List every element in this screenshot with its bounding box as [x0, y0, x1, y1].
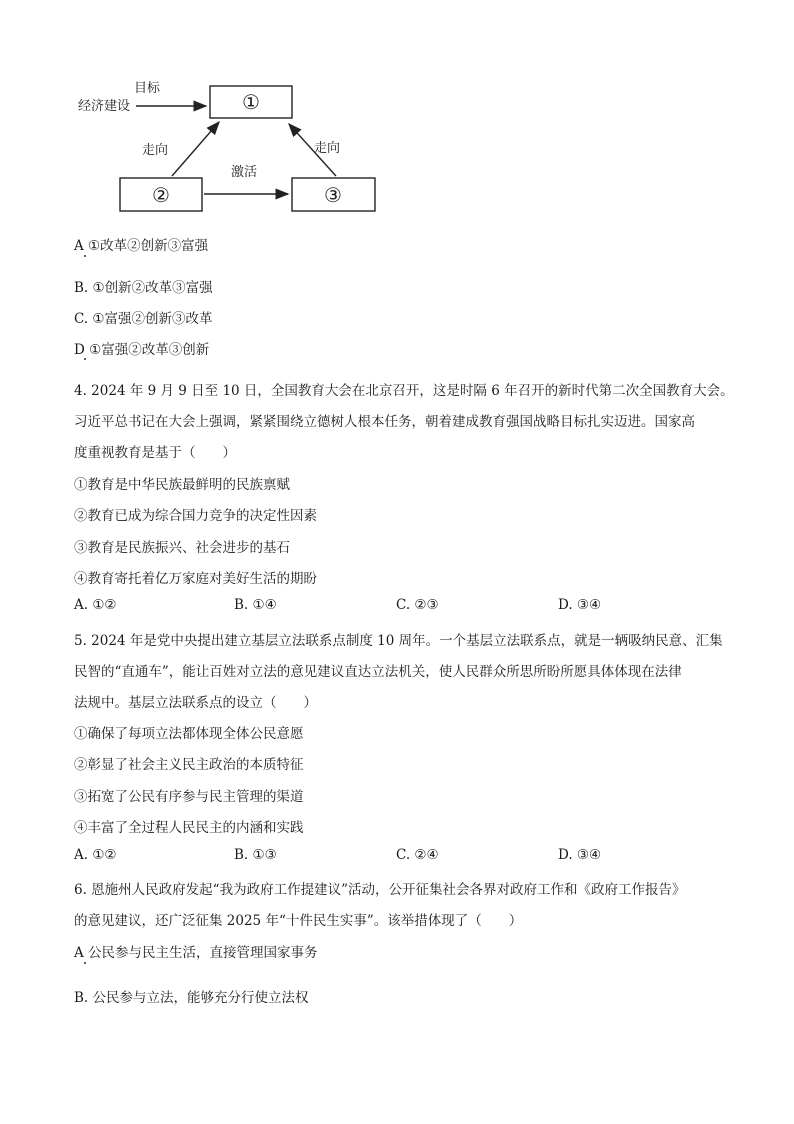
arrow-2-to-1 — [172, 122, 219, 176]
q4-choice-a: A. ①② — [74, 597, 117, 613]
q6-stem-line-2: 的意见建议，还广泛征集 2025 年“十件民生实事”。该举措体现了（ ） — [74, 913, 523, 929]
q5-stem-line-2: 民智的“直通车”，能让百姓对立法的意见建议直达立法机关，使人民群众所思所盼所愿具体体现在法律 — [74, 664, 682, 680]
target-label: 目标 — [134, 81, 161, 96]
q4-stem-line-2: 习近平总书记在大会上强调，紧紧围绕立德树人根本任务，朝着建成教育强国战略目标扎实迈进。国家高 — [74, 414, 695, 430]
left-arrow-label: 走向 — [142, 143, 169, 158]
option-dot — [84, 255, 86, 257]
q4-stem-line-3: 度重视教育是基于（ ） — [74, 445, 236, 461]
diagram-svg — [74, 72, 384, 222]
economic-construction-label: 经济建设 — [78, 99, 131, 114]
q3-option-d — [74, 338, 209, 358]
q4-statement-1: ①教育是中华民族最鲜明的民族禀赋 — [74, 477, 290, 493]
option-dot — [84, 358, 86, 360]
q4-choice-c: C. ②③ — [396, 597, 439, 613]
q3-option-b-text: B. ①创新②改革③富强 — [74, 280, 213, 296]
q4-statement-4: ④教育寄托着亿万家庭对美好生活的期盼 — [74, 571, 317, 587]
q4-choice-b: B. ①④ — [234, 597, 277, 613]
q4-statement-3: ③教育是民族振兴、社会进步的基石 — [74, 540, 290, 556]
q4-statement-2: ②教育已成为综合国力竞争的决定性因素 — [74, 508, 317, 524]
q5-statement-1: ①确保了每项立法都体现全体公民意愿 — [74, 726, 304, 742]
q6-stem-line-1: 6. 恩施州人民政府发起“我为政府工作提建议”活动，公开征集社会各界对政府工作和《政府工作报告》 — [74, 882, 686, 898]
q5-statement-2: ②彰显了社会主义民主政治的本质特征 — [74, 757, 304, 773]
q5-statement-3: ③拓宽了公民有序参与民主管理的渠道 — [74, 789, 304, 805]
q3-option-a — [74, 234, 208, 254]
box-3-label: ③ — [324, 183, 342, 207]
option-dot — [84, 962, 86, 964]
q3-option-c-text: C. ①富强②创新③改革 — [74, 311, 213, 327]
q5-stem-line-3: 法规中。基层立法联系点的设立（ ） — [74, 695, 317, 711]
q5-stem-line-1: 5. 2024 年是党中央提出建立基层立法联系点制度 10 周年。一个基层立法联系点，就是一辆吸纳民意、汇集 — [74, 633, 723, 649]
q3-option-b — [74, 276, 213, 296]
q3-option-a-text: A ①改革②创新③富强 — [74, 238, 209, 254]
relationship-diagram — [74, 72, 384, 222]
q6-option-a: A 公民参与民主生活，直接管理国家事务 — [74, 945, 318, 961]
q4-choice-d: D. ③④ — [558, 597, 602, 613]
q5-choice-c: C. ②④ — [396, 847, 439, 863]
q5-choice-b: B. ①③ — [234, 847, 277, 863]
box-2-label: ② — [152, 183, 170, 207]
q5-choice-d: D. ③④ — [558, 847, 602, 863]
q3-option-c — [74, 307, 213, 327]
right-arrow-label: 走向 — [314, 141, 341, 156]
q5-statement-4: ④丰富了全过程人民民主的内涵和实践 — [74, 820, 304, 836]
box-1-label: ① — [242, 90, 260, 114]
bottom-arrow-label: 激活 — [231, 165, 258, 180]
q6-option-b: B. 公民参与立法，能够充分行使立法权 — [74, 990, 309, 1006]
q4-stem-line-1: 4. 2024 年 9 月 9 日至 10 日，全国教育大会在北京召开，这是时隔 6 年召开的新时代第二次全国教育大会。 — [74, 383, 734, 399]
q5-choice-a: A. ①② — [74, 847, 117, 863]
q3-option-d-text: D ①富强②改革③创新 — [74, 342, 210, 358]
